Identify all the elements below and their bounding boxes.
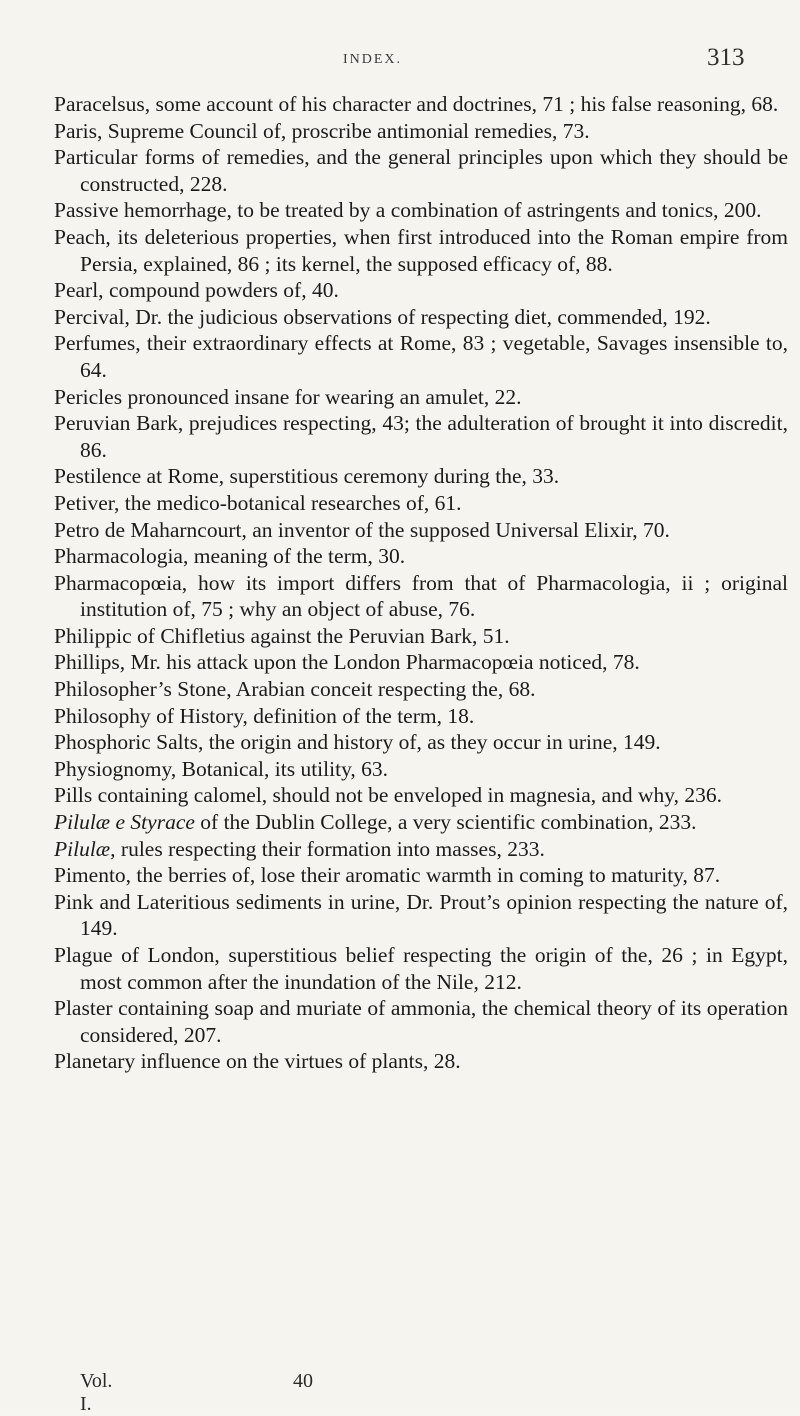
page-number: 313: [707, 44, 745, 71]
index-entry-term: Petro: [54, 517, 100, 542]
index-entry: [54, 144, 788, 197]
index-entry-text: their extraordinary effects at Rome, 83 ; vegetable, Savages insensible to, 64.: [80, 331, 788, 382]
index-entry: [54, 304, 788, 331]
index-entry-text: hemorrhage, to be treated by a combination of astringents and tonics, 200.: [118, 198, 762, 223]
index-entry: [54, 995, 788, 1048]
index-entry-text: rules respecting their formation into masses, 233.: [115, 836, 545, 861]
index-entry-term: Pilulæ,: [54, 836, 116, 861]
index-entry: [54, 517, 788, 544]
index-entry: [54, 330, 788, 383]
index-entry-term: Philosopher’s: [54, 677, 172, 702]
index-entry: [54, 410, 788, 463]
index-entry: [54, 836, 788, 863]
index-entry: [54, 729, 788, 756]
index-entry-text: de Maharncourt, an inventor of the supposed Universal Elixir, 70.: [99, 517, 670, 542]
index-entry-text: Supreme Council of, proscribe antimonial remedies, 73.: [102, 118, 590, 143]
index-entry-term: Phosphoric: [54, 730, 151, 755]
index-entry-text: forms of remedies, and the general principles upon which they should be constructed, 228.: [80, 145, 788, 196]
index-entry-text: Salts, the origin and history of, as they occur in urine, 149.: [150, 730, 661, 755]
index-entry-text: containing soap and muriate of ammonia, the chemical theory of its operation considered, 207.: [80, 996, 788, 1047]
index-entry-term: Passive: [54, 198, 119, 223]
index-entry-text: pronounced insane for wearing an amulet, 22.: [122, 384, 522, 409]
index-entry-term: Paracelsus,: [54, 92, 151, 116]
signature-mark: 40: [293, 1370, 313, 1392]
index-entry: [54, 384, 788, 411]
index-entry: [54, 889, 788, 942]
index-entry: [54, 570, 788, 623]
index-entry-text: of History, definition of the term, 18.: [150, 703, 475, 728]
index-entry-text: containing calomel, should not be enveloped in magnesia, and why, 236.: [92, 783, 722, 808]
index-entry-term: Phillips,: [54, 650, 126, 675]
index-entry: [54, 756, 788, 783]
index-entry-text: Botanical, its utility, 63.: [176, 756, 389, 781]
index-entry-text: Bark, prejudices respecting, 43; the adulteration of brought it into discredit, 86.: [80, 411, 788, 462]
index-entry: [54, 118, 788, 145]
index-entry-term: Philosophy: [54, 703, 151, 728]
index-entry-text: of the Dublin College, a very scientific combination, 233.: [194, 810, 697, 835]
index-entry: [54, 463, 788, 490]
index-entry-term: Particular: [54, 145, 138, 170]
index-entry: [54, 862, 788, 889]
index-entry-term: Peruvian: [54, 411, 131, 436]
index-entry: [54, 490, 788, 517]
index-entries: [54, 91, 788, 1075]
index-entry-term: Perfumes,: [54, 331, 141, 356]
index-entry: [54, 782, 788, 809]
index-entry: [54, 197, 788, 224]
index-entry-term: Paris,: [54, 118, 103, 143]
index-entry-term: Pills: [54, 783, 93, 808]
index-entry-term: Pimento,: [54, 863, 132, 888]
index-entry-term: Pink: [54, 889, 94, 914]
index-entry-text: and Lateritious sediments in urine, Dr. Prout’s opinion respecting the nature of, 149.: [80, 889, 788, 941]
index-entry-text: of Chifletius against the Peruvian Bark, 51.: [131, 623, 510, 648]
index-entry-text: compound powders of, 40.: [103, 278, 339, 303]
index-entry-text: the berries of, lose their aromatic warmth in coming to maturity, 87.: [131, 863, 721, 888]
index-entry-term: Pharmacologia,: [54, 544, 189, 569]
volume-label: Vol. I.: [80, 1370, 113, 1415]
index-entry-term: Pharmacopœia,: [54, 570, 188, 595]
index-entry-text: Stone, Arabian conceit respecting the, 68.: [171, 677, 536, 702]
index-entry-text: Dr. the judicious observations of respecting diet, commended, 192.: [129, 304, 711, 329]
index-entry-term: Pericles: [54, 384, 123, 409]
index-entry-term: Peach,: [54, 224, 111, 249]
index-entry-term: Planetary: [54, 1049, 136, 1074]
index-entry: [54, 703, 788, 730]
index-entry-term: Plaster: [54, 996, 113, 1021]
index-entry-term: Philippic: [54, 623, 132, 648]
index-entry: [54, 224, 788, 277]
index-entry-term: Pestilence: [54, 464, 142, 489]
index-entry: [54, 649, 788, 676]
index-entry: [54, 676, 788, 703]
index-entry-text: the medico-botanical researches of, 61.: [119, 490, 462, 515]
index-entry: [54, 942, 788, 995]
index-entry: [54, 809, 788, 836]
index-entry-term: Petiver,: [54, 490, 120, 515]
index-entry: [54, 543, 788, 570]
index-entry-text: meaning of the term, 30.: [188, 544, 406, 569]
index-entry-text: some account of his character and doctrines, 71 ; his false reasoning, 68.: [150, 92, 779, 116]
index-entry-text: Mr. his attack upon the London Pharmacopœia noticed, 78.: [125, 650, 640, 675]
index-entry-text: of London, superstitious belief respecting the origin of the, 26 ; in Egypt, most common after the inundation of the Nile, 212.: [80, 943, 788, 994]
index-entry: [54, 91, 788, 118]
index-entry-term: Pearl,: [54, 278, 104, 303]
index-entry-term: Pilulæ e Styrace: [54, 810, 195, 835]
index-entry: [54, 1048, 788, 1075]
index-entry-term: Percival,: [54, 304, 130, 329]
index-entry-text: at Rome, superstitious ceremony during the, 33.: [141, 464, 560, 489]
index-entry-term: Physiognomy,: [54, 756, 177, 781]
index-entry-term: Plague: [54, 943, 113, 967]
index-entry-text: influence on the virtues of plants, 28.: [135, 1049, 461, 1074]
index-entry: [54, 277, 788, 304]
index-entry-text: its deleterious properties, when first introduced into the Roman empire from Persia, explained, 86 ; its kernel, the supposed efficacy of, 88.: [80, 224, 788, 276]
index-entry: [54, 623, 788, 650]
running-header-title: INDEX.: [343, 52, 403, 67]
index-entry-text: how its import differs from that of Pharmacologia, ii ; original institution of, 75 ; why an object of abuse, 76.: [80, 570, 788, 622]
